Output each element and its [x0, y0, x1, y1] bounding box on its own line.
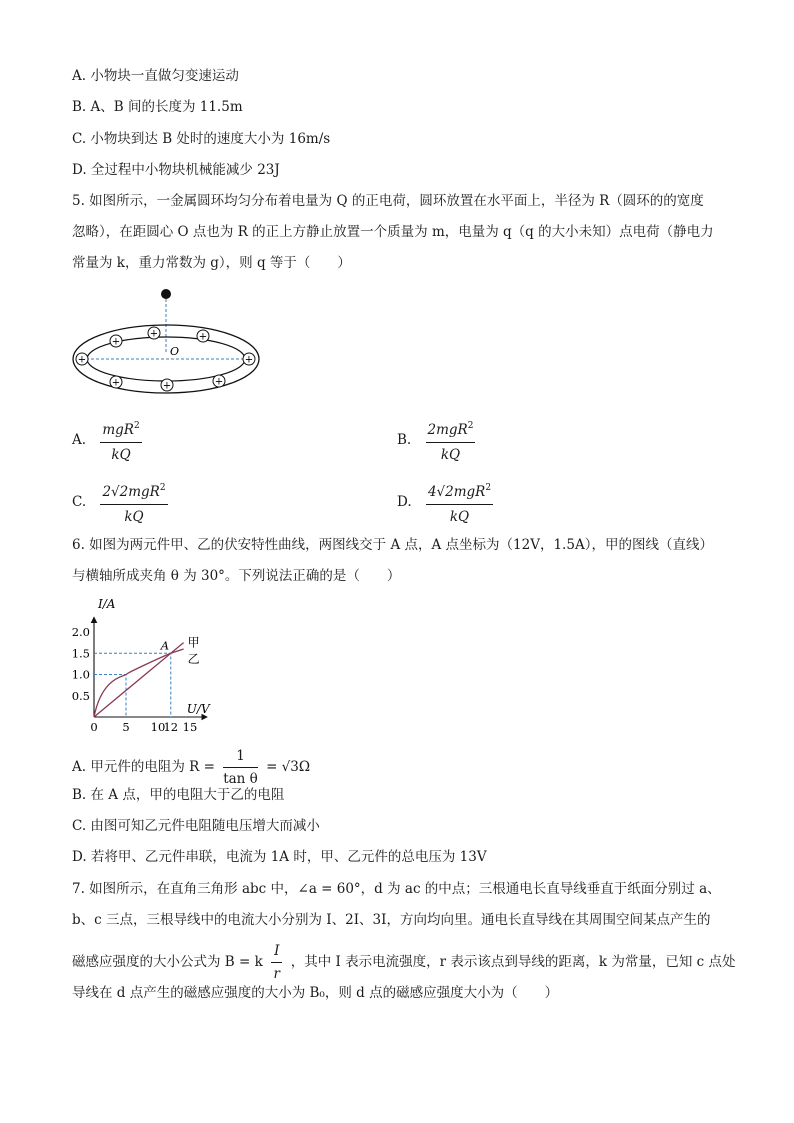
q6-option-a — [72, 746, 310, 789]
formula-prefix: 磁感应强度的大小公式为 B = k — [72, 954, 263, 970]
q5-option-c — [72, 478, 168, 527]
option-label: D. — [397, 494, 412, 510]
plus-charge — [76, 353, 88, 366]
denominator: tan θ — [223, 771, 258, 787]
guide-line-5v — [94, 675, 126, 718]
numerator: 4√2mgR — [427, 484, 486, 500]
plus-charge — [243, 353, 255, 366]
y-tick-label: 2.0 — [71, 625, 90, 639]
x-tick-label: 5 — [122, 720, 130, 734]
numerator: I — [271, 941, 282, 963]
svg-text:+: + — [162, 380, 172, 392]
q5-stem-line2: 忽略），在距圆心 O 点也为 R 的正上方静止放置一个质量为 m，电量为 q（q 的大小未知）点电荷（静电力 — [72, 224, 714, 240]
plus-charge — [197, 330, 209, 343]
q6-option-d: D. 若将甲、乙元件串联，电流为 1A 时，甲、乙元件的总电压为 13V — [72, 849, 487, 865]
y-tick-label: 1.5 — [71, 646, 90, 661]
iv-characteristic-chart — [66, 593, 276, 735]
q6-stem-line1: 6. 如图为两元件甲、乙的伏安特性曲线，两图线交于 A 点，A 点坐标为（12V，1.5A），甲的图线（直线） — [72, 537, 713, 553]
center-label-o: O — [170, 345, 180, 358]
point-charge — [161, 289, 171, 299]
exponent: 2 — [467, 421, 474, 431]
fraction — [100, 478, 167, 527]
point-a-label: A — [160, 638, 170, 653]
svg-text:+: + — [244, 354, 254, 366]
option-label: C. — [72, 494, 87, 510]
svg-text:+: + — [149, 328, 159, 340]
svg-text:+: + — [111, 336, 121, 348]
plus-charge — [148, 327, 160, 340]
denominator: kQ — [440, 447, 461, 463]
plus-charge — [110, 335, 122, 348]
x-tick-label: 15 — [182, 720, 198, 734]
x-axis-label: U/V — [186, 702, 210, 716]
fraction — [100, 416, 141, 465]
numerator: 2mgR — [427, 422, 468, 438]
formula-suffix: ，其中 I 表示电流强度，r 表示该点到导线的距离，k 为常量，已知 c 点处 — [290, 954, 736, 970]
q4-option-d: D. 全过程中小物块机械能减少 23J — [72, 162, 280, 178]
series-yi-label: 乙 — [187, 652, 200, 666]
exponent: 2 — [133, 421, 140, 431]
svg-text:+: + — [214, 376, 224, 388]
exponent: 2 — [159, 483, 166, 493]
q7-stem-line4: 导线在 d 点产生的磁感应强度的大小为 B₀，则 d 点的磁感应强度大小为（ ） — [72, 985, 559, 1001]
q7-stem-line2: b、c 三点，三根导线中的电流大小分别为 I、2I、3I，方向均向里。通电长直导线在其周围空间某点产生的 — [72, 912, 711, 928]
fraction — [271, 941, 282, 984]
numerator: 1 — [223, 746, 258, 768]
fraction — [426, 478, 493, 527]
denominator: kQ — [449, 509, 470, 525]
numerator: mgR — [102, 422, 134, 438]
q6-option-b: B. 在 A 点，甲的电阻大于乙的电阻 — [72, 787, 285, 803]
q6-stem-line2: 与横轴所成夹角 θ 为 30°。下列说法正确的是（ ） — [72, 568, 401, 584]
q5-option-b — [397, 416, 475, 465]
x-tick-label: 10 — [150, 720, 166, 734]
numerator: 2√2mgR — [102, 484, 160, 500]
q5-stem-line1: 5. 如图所示，一金属圆环均匀分布着电量为 Q 的正电荷，圆环放置在水平面上，半径为 R（圆环的的宽度 — [72, 193, 704, 209]
y-tick-label: 0.5 — [71, 688, 90, 703]
denominator: kQ — [111, 447, 131, 463]
fraction — [426, 416, 476, 465]
x-tick-label: 0 — [90, 720, 98, 734]
option-a-prefix: A. 甲元件的电阻为 R = — [72, 759, 215, 775]
option-label: A. — [72, 432, 87, 448]
y-tick-label: 1.0 — [71, 667, 90, 682]
y-axis-label: I/A — [98, 597, 116, 611]
series-jia-label: 甲 — [187, 635, 200, 650]
option-label: B. — [397, 432, 412, 448]
x-tick-label: 12 — [163, 720, 179, 734]
exponent: 2 — [485, 483, 492, 493]
option-a-suffix: = √3Ω — [266, 759, 311, 775]
q7-stem-line3 — [72, 941, 736, 984]
svg-text:+: + — [198, 331, 208, 343]
q7-stem-line1: 7. 如图所示，在直角三角形 abc 中，∠a = 60°，d 为 ac 的中点；三根通电长直导线垂直于纸面分别过 a、 — [72, 881, 721, 897]
fraction — [223, 746, 258, 789]
q5-option-d — [397, 478, 493, 527]
q4-option-a: A. 小物块一直做匀变速运动 — [72, 68, 239, 84]
q5-stem-line3: 常量为 k，重力常数为 g），则 q 等于（ ） — [72, 255, 351, 271]
plus-charge — [110, 376, 122, 389]
denominator: kQ — [124, 509, 144, 525]
svg-text:+: + — [111, 377, 121, 389]
series-yi-curve — [94, 649, 184, 717]
plus-charge — [161, 379, 173, 392]
plus-charge — [213, 375, 225, 388]
q4-option-c: C. 小物块到达 B 处时的速度大小为 16m/s — [72, 131, 331, 147]
svg-text:+: + — [77, 354, 87, 366]
q5-ring-figure — [66, 283, 266, 398]
denominator: r — [273, 966, 280, 982]
q5-option-a — [72, 416, 142, 465]
q6-option-c: C. 由图可知乙元件电阻随电压增大而减小 — [72, 818, 320, 834]
q4-option-b: B. A、B 间的长度为 11.5m — [72, 99, 243, 115]
